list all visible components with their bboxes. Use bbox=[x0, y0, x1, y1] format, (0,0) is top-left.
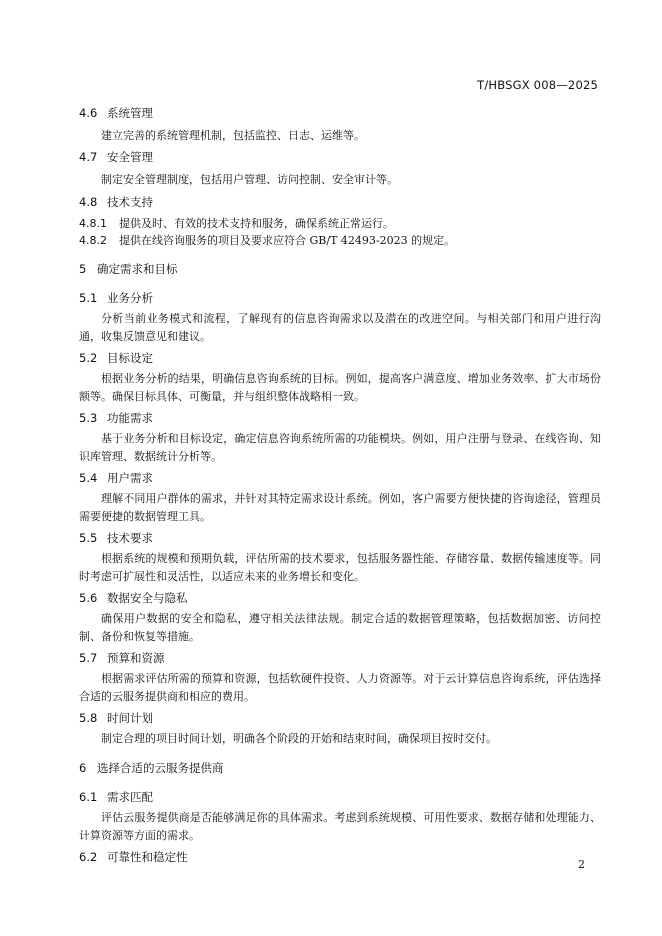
subsection-number: 4.8.2 bbox=[79, 234, 107, 247]
document-code: T/HBSGX 008—2025 bbox=[477, 78, 598, 92]
section-title: 时间计划 bbox=[107, 711, 153, 725]
section-number: 6.2 bbox=[79, 850, 98, 864]
section-title: 安全管理 bbox=[107, 150, 153, 164]
section-6-1-heading bbox=[79, 789, 601, 806]
section-4-6-text: 建立完善的系统管理机制，包括监控、日志、运维等。 bbox=[101, 129, 365, 142]
chapter-5-heading bbox=[79, 261, 601, 278]
section-number: 5.7 bbox=[79, 651, 98, 665]
section-number: 6.1 bbox=[79, 790, 98, 804]
section-4-6-heading bbox=[79, 105, 601, 122]
section-number: 5.4 bbox=[79, 471, 98, 485]
subsection-text: 提供在线咨询服务的项目及要求应符合 GB/T 42493-2023 的规定。 bbox=[119, 234, 456, 247]
section-number: 5.6 bbox=[79, 591, 98, 605]
subsection-text: 提供及时、有效的技术支持和服务，确保系统正常运行。 bbox=[119, 217, 394, 230]
chapter-title: 确定需求和目标 bbox=[97, 262, 178, 276]
section-number: 5.2 bbox=[79, 351, 98, 365]
section-title: 数据安全与隐私 bbox=[107, 591, 188, 605]
section-5-1-text: 分析当前业务模式和流程，了解现有的信息咨询需求以及潜在的改进空间。与相关部门和用户进行沟通，收集反馈意见和建议。 bbox=[79, 312, 601, 343]
section-title: 用户需求 bbox=[107, 471, 153, 485]
section-5-3-text: 基于业务分析和目标设定，确定信息咨询系统所需的功能模块。例如，用户注册与登录、在线咨询、知识库管理、数据统计分析等。 bbox=[79, 432, 601, 463]
section-number: 5.1 bbox=[79, 291, 98, 305]
section-title: 技术支持 bbox=[107, 195, 153, 209]
section-5-4-heading bbox=[79, 470, 601, 487]
section-title: 目标设定 bbox=[107, 351, 153, 365]
section-number: 4.6 bbox=[79, 106, 98, 120]
subsection-4-8-1 bbox=[79, 215, 601, 232]
subsection-4-8-2 bbox=[79, 232, 601, 249]
section-title: 技术要求 bbox=[107, 531, 153, 545]
page-number: 2 bbox=[578, 858, 585, 871]
chapter-number: 5 bbox=[79, 262, 87, 276]
section-5-6-text: 确保用户数据的安全和隐私，遵守相关法律法规。制定合适的数据管理策略，包括数据加密、访问控制、备份和恢复等措施。 bbox=[79, 612, 601, 643]
section-title: 预算和资源 bbox=[107, 651, 165, 665]
chapter-title: 选择合适的云服务提供商 bbox=[97, 761, 224, 775]
section-4-7-text: 制定安全管理制度，包括用户管理、访问控制、安全审计等。 bbox=[101, 173, 398, 186]
section-5-2-heading bbox=[79, 350, 601, 367]
section-6-1-text: 评估云服务提供商是否能够满足你的具体需求。考虑到系统规模、可用性要求、数据存储和处理能力、计算资源等方面的需求。 bbox=[79, 811, 601, 842]
section-5-8-text: 制定合理的项目时间计划，明确各个阶段的开始和结束时间，确保项目按时交付。 bbox=[101, 732, 497, 745]
section-4-8-heading bbox=[79, 194, 601, 211]
subsection-number: 4.8.1 bbox=[79, 217, 107, 230]
section-5-7-heading bbox=[79, 650, 601, 667]
chapter-6-heading bbox=[79, 760, 601, 777]
section-title: 可靠性和稳定性 bbox=[107, 850, 188, 864]
section-5-3-heading bbox=[79, 410, 601, 427]
section-5-5-text: 根据系统的规模和预期负载，评估所需的技术要求，包括服务器性能、存储容量、数据传输速度等。同时考虑可扩展性和灵活性，以适应未来的业务增长和变化。 bbox=[79, 552, 601, 583]
section-5-2-text: 根据业务分析的结果，明确信息咨询系统的目标。例如，提高客户满意度、增加业务效率、扩大市场份额等。确保目标具体、可衡量，并与组织整体战略相一致。 bbox=[79, 372, 601, 403]
section-number: 5.5 bbox=[79, 531, 98, 545]
section-4-7-heading bbox=[79, 149, 601, 166]
section-5-6-heading bbox=[79, 590, 601, 607]
section-title: 功能需求 bbox=[107, 411, 153, 425]
section-5-1-heading bbox=[79, 290, 601, 307]
section-title: 需求匹配 bbox=[107, 790, 153, 804]
section-number: 5.8 bbox=[79, 711, 98, 725]
section-5-5-heading bbox=[79, 530, 601, 547]
section-5-7-text: 根据需求评估所需的预算和资源，包括软硬件投资、人力资源等。对于云计算信息咨询系统，评估选择合适的云服务提供商和相应的费用。 bbox=[79, 672, 601, 703]
section-5-8-heading bbox=[79, 710, 601, 727]
section-number: 4.8 bbox=[79, 195, 98, 209]
section-number: 5.3 bbox=[79, 411, 98, 425]
chapter-number: 6 bbox=[79, 761, 87, 775]
section-5-4-text: 理解不同用户群体的需求，并针对其特定需求设计系统。例如，客户需要方便快捷的咨询途径，管理员需要便捷的数据管理工具。 bbox=[79, 492, 601, 523]
section-6-2-heading bbox=[79, 849, 601, 866]
document-body bbox=[79, 105, 601, 866]
section-title: 系统管理 bbox=[107, 106, 153, 120]
section-number: 4.7 bbox=[79, 150, 98, 164]
section-title: 业务分析 bbox=[107, 291, 153, 305]
